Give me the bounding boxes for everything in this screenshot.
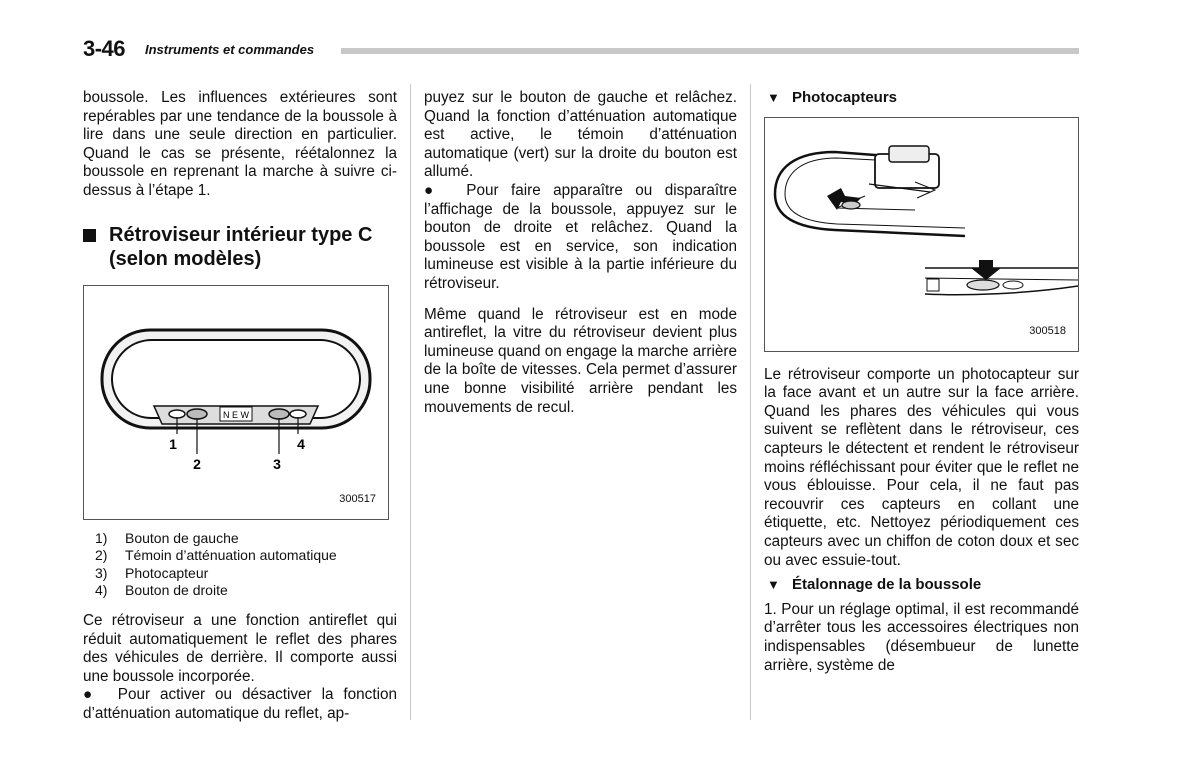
photocell-paragraph: Le rétroviseur comporte un photocapteur sur la face avant et un autre sur la face arrière. Quand les phares des véhicules qui vous suivent se reflètent dans le rétroviseur, ces capteurs le détectent et rendent le rétroviseur moins réfléchissant pour éviter que le reflet ne vous éblouisse. Pour cela, il ne faut pas recouvrir ces capteurs en collant une étiquette, etc. Nettoyez périodiquement ces capteurs avec un chiffon de coton doux et sec ou avec essuie-tout. <box>764 365 1079 569</box>
subheading-calibration: ▼ Étalonnage de la boussole <box>767 576 982 594</box>
bullet-item: ● Pour faire apparaître ou disparaître l’affichage de la boussole, appuyez sur le bouton de droite et relâchez. Quand la boussole est en service, son indication lumineuse est visible à la partie inférieure du rétroviseur. <box>424 181 737 292</box>
section-heading <box>83 223 397 271</box>
column-2 <box>424 89 737 417</box>
rearview-mirror-illustration <box>84 286 388 519</box>
heading-line-2: (selon modèles) <box>109 247 262 270</box>
photocell-illustration <box>765 118 1078 351</box>
mirror-figure <box>83 285 389 520</box>
callout-3: 3 <box>273 455 281 472</box>
section-title: Instruments et commandes <box>145 42 315 57</box>
column-3 <box>764 89 1079 675</box>
heading-line-1: Rétroviseur intérieur type C <box>109 223 373 246</box>
triangle-bullet-icon: ▼ <box>767 90 780 105</box>
antiglare-paragraph: Ce rétroviseur a une fonction antireflet qui réduit automatiquement le reflet des phares des véhicules de derrière. Il comporte aussi une boussole incorporée. <box>83 611 397 685</box>
callout-4: 4 <box>297 435 305 452</box>
reverse-gear-paragraph: Même quand le rétroviseur est en mode antireflet, la vitre du rétroviseur devient plus lumineuse quand on engage la marche arrière de la boîte de vitesses. Cela permet d’assurer une bonne visibilité arrière pendant les mouvements de recul. <box>424 305 737 416</box>
column-1 <box>83 89 397 724</box>
square-bullet-icon <box>83 229 96 242</box>
legend-item: 3) Photocapteur <box>95 564 209 581</box>
column-divider <box>750 84 751 720</box>
compass-display: N E W <box>223 409 249 420</box>
legend-item: 1) Bouton de gauche <box>95 529 239 546</box>
figure-legend <box>95 530 397 600</box>
figure-id: 300518 <box>1029 325 1066 337</box>
triangle-bullet-icon: ▼ <box>767 577 780 593</box>
legend-item: 4) Bouton de droite <box>95 582 228 599</box>
callout-2: 2 <box>193 455 201 472</box>
page-number: 3-46 <box>83 36 126 61</box>
bullet-item: ● Pour activer ou désactiver la fonction d’atténuation automatique du reflet, ap- <box>83 686 397 722</box>
subheading-photocapteurs: ▼ Photocapteurs <box>767 89 898 106</box>
bullet-continuation: puyez sur le bouton de gauche et relâchez. Quand la fonction d’atténuation automatique est active, le témoin d’atténuation automatique (vert) sur la droite du bouton est allumé. <box>424 89 737 181</box>
legend-item: 2) Témoin d’atténuation automatique <box>95 547 337 564</box>
header-rule <box>341 48 1079 54</box>
column-divider <box>410 84 411 720</box>
figure-id: 300517 <box>339 492 376 505</box>
page-header <box>83 36 1079 61</box>
calibration-step-1: 1. Pour un réglage optimal, il est recommandé d’arrêter tous les accessoires électriques non indispensables (désembueur de lunette arrière, système de <box>764 600 1079 674</box>
intro-paragraph: boussole. Les influences extérieures sont repérables par une tendance de la boussole à lire dans une seule direction en particulier. Quand le cas se présente, réétalonnez la boussole en reprenant la marche à suivre ci-dessus à l’étape 1. <box>83 89 397 199</box>
callout-1: 1 <box>169 435 177 452</box>
photocell-figure <box>764 117 1079 352</box>
